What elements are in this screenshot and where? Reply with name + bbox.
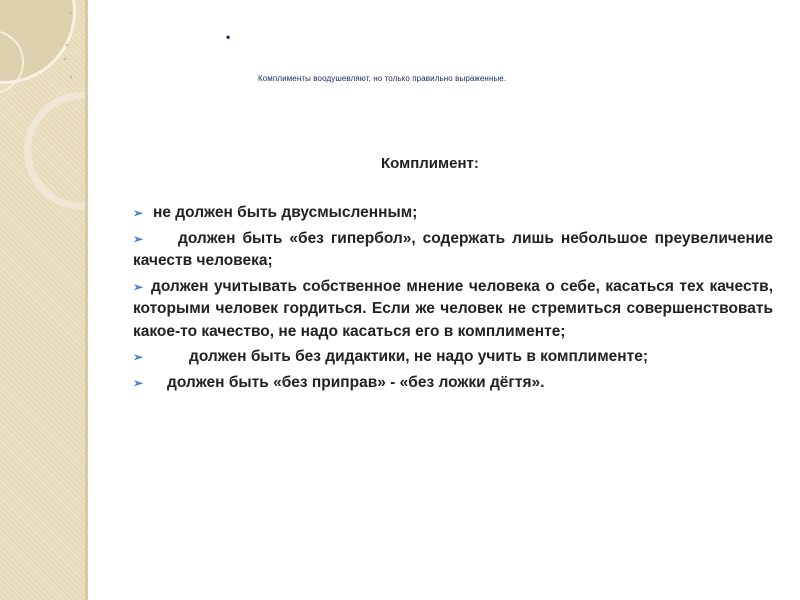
- arrow-bullet-icon: ➢: [133, 279, 144, 294]
- list-item-text: не должен быть двусмысленным;: [153, 204, 418, 221]
- list-item-text: должен учитывать собственное мнение человека о себе, касаться тех качеств, которыми человек гордиться. Если же человек не стремиться совершенствовать какое-то качество, не надо касаться его в комплименте;: [133, 277, 773, 340]
- list-item-text: должен быть без дидактики, не надо учить в комплименте;: [189, 348, 649, 365]
- arrow-bullet-icon: ➢: [133, 350, 144, 364]
- list-item: [133, 346, 773, 369]
- title-dot: •: [226, 30, 231, 44]
- list-item: [133, 372, 773, 395]
- arrow-bullet-icon: ➢: [133, 375, 144, 390]
- list-item-text: должен быть «без гипербол», содержать лишь небольшое преувеличение качеств человека;: [133, 229, 773, 269]
- slide-subtitle: Комплименты воодушевляют, но только правильно выраженные.: [258, 74, 507, 83]
- arrow-bullet-icon: ➢: [133, 231, 144, 246]
- decorative-dot: [70, 12, 72, 14]
- arrow-bullet-icon: ➢: [133, 206, 144, 220]
- decorative-dot: [70, 76, 72, 78]
- decorative-side-panel: [0, 0, 88, 600]
- list-item: [133, 276, 773, 344]
- decorative-ring: [24, 92, 88, 210]
- slide-heading: Комплимент:: [381, 155, 479, 172]
- list-item: [133, 202, 773, 225]
- panel-edge: [85, 0, 88, 600]
- list-item: [133, 228, 773, 273]
- list-item-text: должен быть «без приправ» - «без ложки дёгтя».: [167, 373, 545, 391]
- decorative-dot: [64, 58, 66, 60]
- decorative-dot: [66, 44, 68, 46]
- bullet-list: [133, 202, 773, 394]
